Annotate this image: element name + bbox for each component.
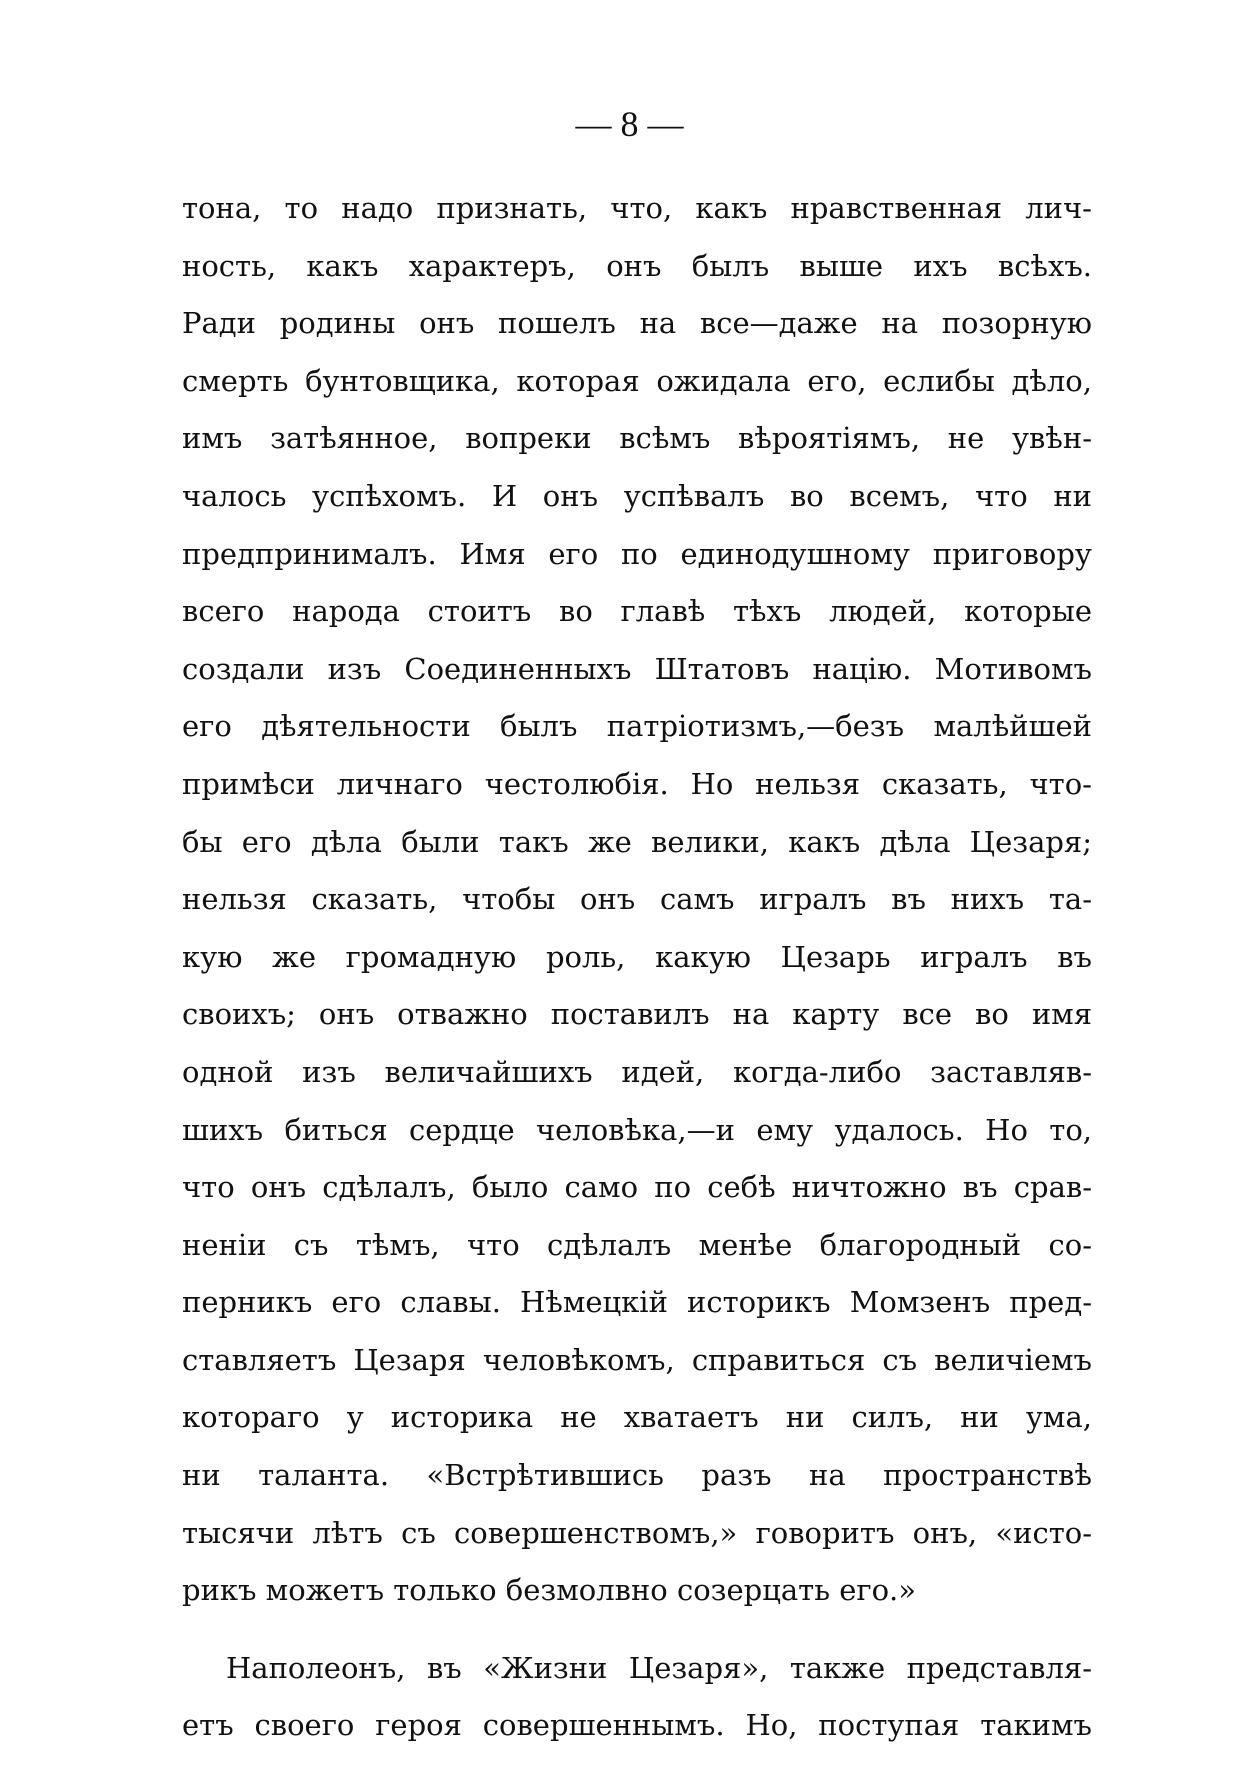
text-line: тысячи лѣтъ съ совершенствомъ,» говоритъ онъ, «исто- — [182, 1515, 1092, 1550]
text-line: тона, то надо признать, что, какъ нравственная лич- — [182, 191, 1092, 225]
text-line: рикъ можетъ только безмолвно созерцать его.» — [182, 1573, 916, 1608]
text-line: нельзя сказать, чтобы онъ самъ игралъ въ нихъ та- — [182, 882, 1092, 917]
text-line: етъ своего героя совершеннымъ. Но, поступая такимъ — [182, 1708, 1092, 1743]
text-line: что онъ сдѣлалъ, было само по себѣ ничтожно въ срав- — [182, 1170, 1092, 1205]
body-text — [182, 180, 1092, 1755]
text-line: всего народа стоитъ во главѣ тѣхъ людей, которые — [182, 594, 1092, 629]
text-line: неніи съ тѣмъ, что сдѣлалъ менѣе благородный со- — [182, 1227, 1092, 1262]
text-line: бы его дѣла были такъ же велики, какъ дѣла Цезаря; — [182, 824, 1092, 859]
text-line: создали изъ Соединенныхъ Штатовъ націю. Мотивомъ — [182, 651, 1092, 686]
text-line: Ради родины онъ пошелъ на все—даже на позорную — [182, 306, 1092, 341]
text-line: примѣси личнаго честолюбія. Но нельзя сказать, что- — [182, 766, 1092, 801]
text-line: предпринималъ. Имя его по единодушному приговору — [182, 536, 1092, 571]
paragraph-gap — [182, 1620, 1092, 1640]
text-line: ность, какъ характеръ, онъ былъ выше ихъ всѣхъ. — [182, 248, 1092, 283]
text-line: ставляетъ Цезаря человѣкомъ, справиться съ величіемъ — [182, 1342, 1092, 1377]
text-line: ни таланта. «Встрѣтившись разъ на пространствѣ — [182, 1458, 1092, 1493]
text-line: Наполеонъ, въ «Жизни Цезаря», также представля- — [226, 1650, 1092, 1685]
text-line: смерть бунтовщика, которая ожидала его, еслибы дѣло, — [182, 363, 1092, 398]
text-line: котораго у историка не хватаетъ ни силъ, ни ума, — [182, 1400, 1092, 1435]
text-line: чалось успѣхомъ. И онъ успѣвалъ во всемъ, что ни — [182, 478, 1092, 513]
text-line: шихъ биться сердце человѣка,—и ему удалось. Но то, — [182, 1112, 1092, 1147]
page-number: — 8 — — [575, 104, 684, 144]
text-line: имъ затѣянное, вопреки всѣмъ вѣроятіямъ, не увѣн- — [182, 421, 1092, 456]
text-line: перникъ его славы. Нѣмецкій историкъ Момзенъ пред- — [182, 1285, 1092, 1320]
text-line: своихъ; онъ отважно поставилъ на карту все во имя — [182, 997, 1092, 1032]
paragraph-1 — [182, 180, 1092, 1620]
text-line: одной изъ величайшихъ идей, когда-либо заставляв- — [182, 1054, 1092, 1089]
paragraph-2 — [182, 1640, 1092, 1755]
text-line: кую же громадную роль, какую Цезарь игралъ въ — [182, 939, 1092, 974]
text-line: его дѣятельности былъ патріотизмъ,—безъ малѣйшей — [182, 709, 1092, 744]
